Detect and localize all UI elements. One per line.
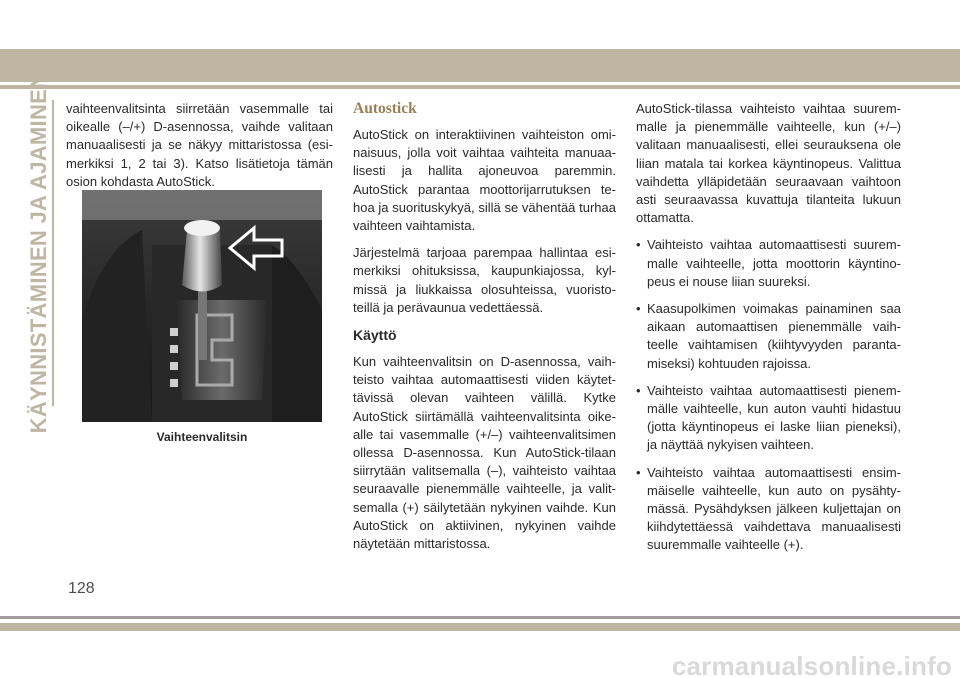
autostick-mode-paragraph: AutoStick-tilassa vaihteisto vaihtaa suurem-malle ja pienemmälle vaihteelle, kun (+/–) valitaan manuaalisesti, ellei seurauksena ole liian matala tai korkea käyntinopeus. Valittua vaihdetta ylläpidetään seuraavaan vaihtoon asti seuraavassa kuvattuja tilanteita lukuun ottamatta.: [636, 101, 901, 226]
autostick-paragraph-1: AutoStick on interaktiivinen vaihteiston omi-naisuus, jolla voit vaihtaa vaihteita manuaa-lisesti ja hallita ajoneuvoa paremmin. AutoStick parantaa moottorijarrutuksen te-hoa ja suorituskykyä, sillä se vähentää turhaa vaihteen vaihtamista.: [353, 127, 616, 234]
list-item: • Vaihteisto vaihtaa automaattisesti ensim-mäiselle vaihteelle, kun auto on pysähty-mässä. Pysähdyksen jälkeen kuljettajan on kiihdytettäessä vaihdettava manuaalisesti suuremmalle vaihteelle (+).: [636, 464, 901, 553]
section-tab: [22, 72, 56, 434]
bullet: •: [636, 237, 641, 253]
header-rule: [0, 85, 960, 89]
watermark-text: carmanualsonline.info: [671, 651, 952, 678]
list-item: • Kaasupolkimen voimakas painaminen saa aikaan automaattisen pienemmälle vaih-teelle vaihtamisen (kiihtyvyyden paranta-miseksi) kohtuuden rajoissa.: [636, 301, 901, 371]
list-item: • Vaihteisto vaihtaa automaattisesti pienem-mälle vaihteelle, kun auton vauhti hidastuu (jotta käyntinopeus ei laske liian pieneksi), ja näyttää nykyisen vaihteen.: [636, 382, 901, 453]
autostick-paragraph-2: Järjestelmä tarjoaa parempaa hallintaa esi-merkiksi ohituksissa, kaupunkiajossa, kyl-missä ja liukkaissa olosuhteissa, vuoristo-teillä ja perävaunua vedettäessä.: [353, 245, 616, 315]
column-2: [353, 100, 616, 562]
gear-selector-photo: [82, 190, 322, 422]
bullet: •: [636, 382, 641, 398]
page-number: 128: [68, 580, 95, 597]
bullet: •: [636, 301, 641, 317]
section-tab-rule: [52, 100, 54, 406]
intro-paragraph: vaihteenvalitsinta siirretään vasemmalle tai oikealle (–/+) D-asennossa, vaihde valitaan manuaalisesti ja se näkyy mittaristossa (esi-merkiksi 1, 2 tai 3). Katso lisätietoja tämän osion kohdasta AutoStick.: [66, 101, 333, 189]
section-tab-label: KÄYNNISTÄMINEN JA AJAMINEN: [26, 72, 51, 434]
list-item: • Vaihteisto vaihtaa automaattisesti suurem-malle vaihteelle, jotta moottorin käyntino-peus ei nouse liian suureksi.: [636, 237, 901, 289]
shift-rules-list: [636, 236, 901, 554]
footer-rule: [0, 616, 960, 619]
header-band: [0, 49, 960, 82]
footer-band: [0, 623, 960, 631]
usage-paragraph: Kun vaihteenvalitsin on D-asennossa, vaih-teisto vaihtaa automaattisesti viiden käytet-tävissä olevan vaihteen välillä. Kytke AutoStick siirtämällä vaihteenvalitsinta oike-alle tai vasemmalle (+/–) vaihteenvalitsimen ollessa D-asennossa. Kun AutoStick-tilaan siirrytään valitsemalla (–), vaihteisto vaihtaa seuraavalle pienemmälle vaihteelle, ja valit-semalla (+) säilytetään nykyinen vaihde. Kun AutoStick on aktiivinen, nykyinen vaihde näytetään mittaristossa.: [353, 354, 616, 552]
column-1: [66, 100, 333, 200]
usage-heading: Käyttö: [353, 327, 397, 344]
autostick-heading: Autostick: [353, 100, 417, 117]
column-3: [636, 100, 901, 564]
bullet: •: [636, 464, 641, 480]
photo-caption: Vaihteenvalitsin: [156, 430, 248, 444]
